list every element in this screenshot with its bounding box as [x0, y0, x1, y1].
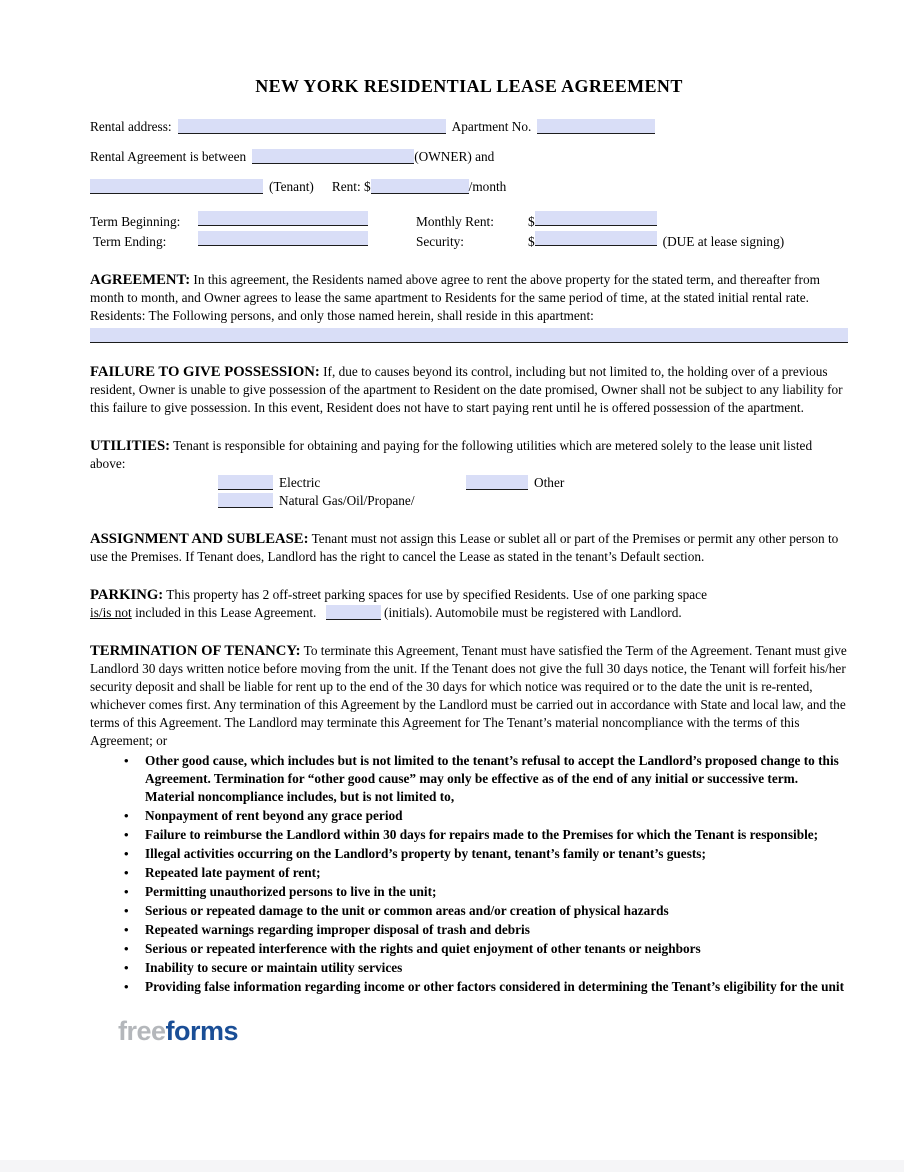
- bullet-text: Other good cause, which includes but is not limited to the tenant’s refusal to accept the Landlord’s proposed change to this Agreement. Termination for “other good cause” may only be effective as of the end of any initial or successive term.: [145, 753, 839, 786]
- termination-bullet: [122, 826, 848, 844]
- assignment-body: Tenant must not assign this Lease or sublet all or part of the Premises or permit any other person to use the Premises. If Tenant does, Landlord has the right to cancel the Lease as stated in the tenant’s Default section.: [90, 531, 839, 564]
- utilities-row-1: [90, 474, 848, 492]
- agreement-heading: AGREEMENT:: [90, 272, 191, 288]
- section-termination: [90, 642, 848, 996]
- agreement-body: In this agreement, the Residents named above agree to rent the above property for the stated term, and thereafter from month to month, and Owner agrees to lease the same apartment to Residents for the same period of time, at the stated initial rental rate. Residents: The Following persons, and only those named herein, shall reside in this apartment:: [90, 272, 820, 323]
- bullet-note: Material noncompliance includes, but is not limited to,: [145, 789, 455, 804]
- apartment-no-field[interactable]: [537, 119, 655, 134]
- termination-heading: TERMINATION OF TENANCY:: [90, 643, 301, 659]
- security-deposit-field[interactable]: [535, 231, 657, 246]
- parking-line1: This property has 2 off-street parking spaces for use by specified Residents. Use of one parking space: [166, 587, 707, 602]
- assignment-heading: ASSIGNMENT AND SUBLEASE:: [90, 531, 309, 547]
- tenant-rent-row: [90, 179, 848, 195]
- termination-bullet: [122, 921, 848, 939]
- logo-free-text: free: [118, 1016, 166, 1046]
- bullet-text: Serious or repeated interference with the rights and quiet enjoyment of other tenants or neighbors: [145, 941, 701, 956]
- section-utilities: [90, 437, 848, 510]
- utilities-heading: UTILITIES:: [90, 438, 170, 454]
- termination-bullet: [122, 864, 848, 882]
- utilities-row-2: [90, 492, 848, 510]
- logo-forms-text: forms: [165, 1016, 239, 1046]
- utilities-body: Tenant is responsible for obtaining and paying for the following utilities which are metered solely to the lease unit listed above:: [90, 438, 813, 471]
- bullet-text: Failure to reimburse the Landlord within 30 days for repairs made to the Premises for which the Tenant is responsible;: [145, 827, 819, 842]
- failure-body: If, due to causes beyond its control, including but not limited to, the holding over of a previous resident, Owner is unable to give possession of the apartment to Resident on the date promised, Owner shall not be subject to any liability for this failure to give possession. In this event, Resident does not have to start paying rent until he is offered possession of the apartment.: [90, 364, 843, 415]
- page-bottom-edge: [0, 1160, 904, 1172]
- parking-after-underline: included in this Lease Agreement.: [131, 605, 320, 620]
- tenant-suffix-label: (Tenant): [269, 179, 314, 194]
- freeforms-logo: [118, 1016, 848, 1047]
- termination-bullet: [122, 940, 848, 958]
- section-agreement: [90, 271, 848, 343]
- term-ending-row: [90, 231, 848, 251]
- termination-bullet-list: [122, 752, 848, 996]
- failure-heading: FAILURE TO GIVE POSSESSION:: [90, 364, 320, 380]
- owner-row: [90, 149, 848, 165]
- section-assignment: [90, 530, 848, 566]
- termination-bullet: [122, 807, 848, 825]
- tenant-name-field[interactable]: [90, 179, 263, 194]
- section-failure-possession: [90, 363, 848, 417]
- security-currency: $: [528, 234, 535, 249]
- owner-name-field[interactable]: [252, 149, 414, 164]
- term-beginning-row: [90, 211, 848, 231]
- natural-gas-field[interactable]: [218, 493, 273, 508]
- termination-bullet: [122, 883, 848, 901]
- electric-field[interactable]: [218, 475, 273, 490]
- term-beginning-label: Term Beginning:: [90, 214, 181, 229]
- rent-suffix-label: /month: [468, 179, 507, 194]
- rent-prefix-label: Rent: $: [331, 179, 371, 194]
- utilities-options: [90, 474, 848, 510]
- apartment-no-label: Apartment No.: [451, 119, 532, 134]
- term-ending-field[interactable]: [198, 231, 368, 246]
- other-label: Other: [534, 475, 565, 490]
- residents-field[interactable]: [90, 328, 848, 343]
- rent-amount-field[interactable]: [371, 179, 469, 194]
- parking-heading: PARKING:: [90, 587, 164, 603]
- monthly-rent-field[interactable]: [535, 211, 657, 226]
- parking-is-isnot: is/is not: [90, 605, 132, 620]
- termination-bullet: [122, 959, 848, 977]
- monthly-rent-label: Monthly Rent:: [416, 214, 494, 229]
- bullet-text: Serious or repeated damage to the unit or common areas and/or creation of physical hazards: [145, 903, 669, 918]
- rental-address-field[interactable]: [178, 119, 446, 134]
- electric-label: Electric: [279, 475, 321, 490]
- termination-body: To terminate this Agreement, Tenant must have satisfied the Term of the Agreement. Tenant must give Landlord 30 days written notice before moving from the unit. If the Tenant does not give the full 30 days notice, the Tenant will forfeit his/her security deposit and shall be liable for rent up to the end of the 30 days for which notice was required or to the date the unit is re-rented, whichever comes first. Any termination of this Agreement by the Landlord must be carried out in accordance with State and local law, and the terms of this Agreement. The Landlord may terminate this Agreement for The Tenant’s material noncompliance with the terms of this Agreement; or: [90, 643, 847, 748]
- page-title: NEW YORK RESIDENTIAL LEASE AGREEMENT: [255, 76, 683, 96]
- rental-address-row: [90, 119, 848, 135]
- section-parking: [90, 586, 848, 622]
- parking-initials-field[interactable]: [326, 605, 381, 620]
- bullet-text: Inability to secure or maintain utility services: [145, 960, 403, 975]
- bullet-text: Illegal activities occurring on the Landlord’s property by tenant, tenant’s family or tenant’s guests;: [145, 846, 706, 861]
- parking-initials-note: (initials). Automobile must be registered with Landlord.: [380, 605, 682, 620]
- between-label: Rental Agreement is between: [90, 149, 247, 164]
- bullet-text: Repeated warnings regarding improper disposal of trash and debris: [145, 922, 530, 937]
- termination-bullet: [122, 752, 848, 806]
- monthly-rent-currency: $: [528, 214, 535, 229]
- security-label: Security:: [416, 234, 465, 249]
- bullet-text: Nonpayment of rent beyond any grace period: [145, 808, 403, 823]
- termination-bullet: [122, 978, 848, 996]
- other-utility-field[interactable]: [466, 475, 528, 490]
- term-ending-label: Term Ending:: [93, 234, 167, 249]
- term-block: [90, 211, 848, 251]
- owner-suffix-label: (OWNER) and: [414, 149, 495, 164]
- bullet-text: Providing false information regarding income or other factors considered in determining the Tenant’s eligibility for the unit: [145, 979, 845, 994]
- due-note: (DUE at lease signing): [662, 234, 785, 249]
- bullet-text: Repeated late payment of rent;: [145, 865, 321, 880]
- bullet-text: Permitting unauthorized persons to live in the unit;: [145, 884, 437, 899]
- termination-bullet: [122, 902, 848, 920]
- termination-bullet: [122, 845, 848, 863]
- natural-gas-label: Natural Gas/Oil/Propane/: [279, 493, 415, 508]
- term-beginning-field[interactable]: [198, 211, 368, 226]
- rental-address-label: Rental address:: [90, 119, 172, 134]
